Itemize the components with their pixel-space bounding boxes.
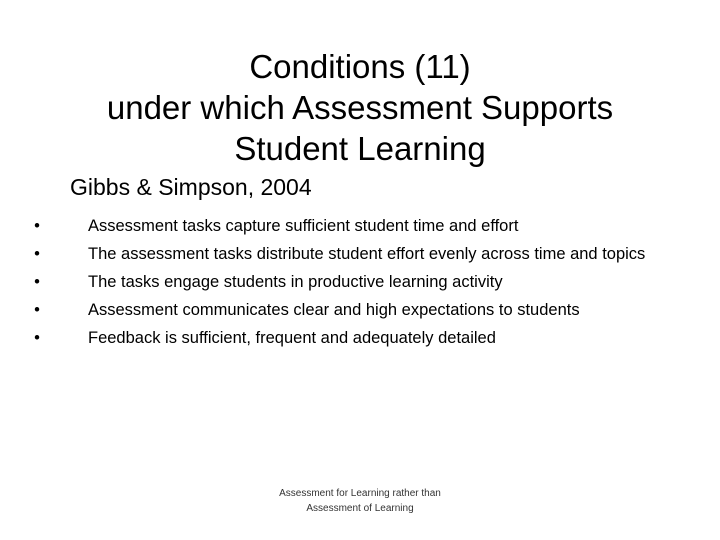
slide-title-line: Student Learning: [234, 130, 486, 168]
bullet-icon: •: [34, 245, 40, 263]
bullet-text: The assessment tasks distribute student effort evenly across time and topics: [88, 245, 646, 263]
bullet-text: Assessment tasks capture sufficient student time and effort: [88, 217, 519, 235]
bullet-icon: •: [34, 301, 40, 319]
bullet-icon: •: [34, 329, 40, 347]
slide-title-line: Conditions (11): [249, 48, 471, 86]
bullet-icon: •: [34, 217, 40, 235]
slide-title-line: under which Assessment Supports: [106, 89, 614, 127]
bullet-item: [30, 271, 680, 294]
bullet-text: Assessment communicates clear and high expectations to students: [88, 301, 580, 319]
bullet-item: [30, 215, 680, 238]
slide-title: [60, 46, 660, 169]
bullet-item: [30, 299, 680, 322]
footer-line: Assessment of Learning: [306, 503, 414, 514]
slide-subtitle: Gibbs & Simpson, 2004: [70, 174, 312, 200]
slide-footer: [250, 486, 470, 516]
bullet-item: [30, 327, 680, 350]
footer-line: Assessment for Learning rather than: [279, 488, 441, 499]
bullet-item: [30, 243, 680, 266]
bullet-icon: •: [34, 273, 40, 291]
bullet-list: [30, 215, 680, 355]
bullet-text: The tasks engage students in productive learning activity: [88, 273, 503, 291]
bullet-text: Feedback is sufficient, frequent and adequately detailed: [88, 329, 496, 347]
